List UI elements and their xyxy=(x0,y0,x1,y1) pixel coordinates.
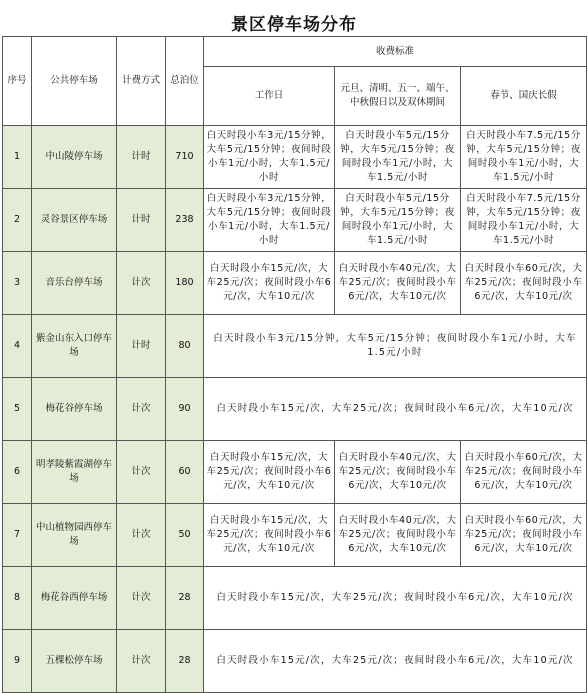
billing-method-cell: 计次 xyxy=(117,378,166,441)
header-no: 序号 xyxy=(3,37,32,126)
page-title: 景区停车场分布 xyxy=(231,15,357,35)
billing-method-cell: 计时 xyxy=(117,126,166,189)
fee-festival-cell: 白天时段小车7.5元/15分钟，大车5元/15分钟；夜间时段小车1元/小时，大车1.5元/小时 xyxy=(461,126,587,189)
parking-name-cell: 明孝陵紫霞湖停车场 xyxy=(32,441,117,504)
header-spaces: 总泊位 xyxy=(166,37,204,126)
fee-holidays-cell: 白天时段小车5元/15分钟，大车5元/15分钟；夜间时段小车1元/小时，大车1.5元/小时 xyxy=(335,126,461,189)
fee-holidays-cell: 白天时段小车5元/15分钟，大车5元/15分钟；夜间时段小车1元/小时，大车1.5元/小时 xyxy=(335,189,461,252)
table-row xyxy=(3,252,587,315)
parking-name-cell: 梅花谷西停车场 xyxy=(32,567,117,630)
total-spaces-cell: 90 xyxy=(166,378,204,441)
fee-festival-cell: 白天时段小车7.5元/15分钟，大车5元/15分钟；夜间时段小车1元/小时，大车1.5元/小时 xyxy=(461,189,587,252)
row-number-cell: 5 xyxy=(3,378,32,441)
fee-workday-cell: 白天时段小车3元/15分钟，大车5元/15分钟；夜间时段小车1元/小时，大车1.5元/小时 xyxy=(204,189,335,252)
fee-all-periods-cell: 白天时段小车3元/15分钟，大车5元/15分钟；夜间时段小车1元/小时，大车1.5元/小时 xyxy=(204,315,587,378)
fee-workday-cell: 白天时段小车15元/次，大车25元/次；夜间时段小车6元/次，大车10元/次 xyxy=(204,441,335,504)
parking-name-cell: 灵谷景区停车场 xyxy=(32,189,117,252)
fee-workday-cell: 白天时段小车3元/15分钟，大车5元/15分钟；夜间时段小车1元/小时，大车1.5元/小时 xyxy=(204,126,335,189)
total-spaces-cell: 180 xyxy=(166,252,204,315)
parking-name-cell: 中山植物园西停车场 xyxy=(32,504,117,567)
parking-name-cell: 紫金山东入口停车场 xyxy=(32,315,117,378)
fee-workday-cell: 白天时段小车15元/次，大车25元/次；夜间时段小车6元/次，大车10元/次 xyxy=(204,252,335,315)
table-row xyxy=(3,315,587,378)
fee-all-periods-cell: 白天时段小车15元/次，大车25元/次；夜间时段小车6元/次，大车10元/次 xyxy=(204,567,587,630)
total-spaces-cell: 710 xyxy=(166,126,204,189)
parking-name-cell: 音乐台停车场 xyxy=(32,252,117,315)
billing-method-cell: 计次 xyxy=(117,504,166,567)
row-number-cell: 7 xyxy=(3,504,32,567)
parking-name-cell: 五棵松停车场 xyxy=(32,630,117,693)
billing-method-cell: 计时 xyxy=(117,315,166,378)
fee-festival-cell: 白天时段小车60元/次，大车25元/次；夜间时段小车6元/次，大车10元/次 xyxy=(461,504,587,567)
row-number-cell: 2 xyxy=(3,189,32,252)
total-spaces-cell: 80 xyxy=(166,315,204,378)
header-workday: 工作日 xyxy=(204,67,335,126)
table-row xyxy=(3,126,587,189)
row-number-cell: 9 xyxy=(3,630,32,693)
row-number-cell: 8 xyxy=(3,567,32,630)
fee-holidays-cell: 白天时段小车40元/次，大车25元/次；夜间时段小车6元/次，大车10元/次 xyxy=(335,441,461,504)
billing-method-cell: 计次 xyxy=(117,441,166,504)
header-fee-standard: 收费标准 xyxy=(204,37,587,67)
total-spaces-cell: 238 xyxy=(166,189,204,252)
table-row xyxy=(3,630,587,693)
fee-workday-cell: 白天时段小车15元/次，大车25元/次；夜间时段小车6元/次，大车10元/次 xyxy=(204,504,335,567)
table-row xyxy=(3,189,587,252)
row-number-cell: 4 xyxy=(3,315,32,378)
billing-method-cell: 计时 xyxy=(117,189,166,252)
table-row xyxy=(3,378,587,441)
table-row xyxy=(3,441,587,504)
row-number-cell: 3 xyxy=(3,252,32,315)
fee-holidays-cell: 白天时段小车40元/次，大车25元/次；夜间时段小车6元/次，大车10元/次 xyxy=(335,504,461,567)
total-spaces-cell: 50 xyxy=(166,504,204,567)
fee-all-periods-cell: 白天时段小车15元/次，大车25元/次；夜间时段小车6元/次，大车10元/次 xyxy=(204,630,587,693)
parking-fee-table xyxy=(2,36,587,693)
billing-method-cell: 计次 xyxy=(117,630,166,693)
fee-festival-cell: 白天时段小车60元/次，大车25元/次；夜间时段小车6元/次，大车10元/次 xyxy=(461,252,587,315)
header-name: 公共停车场 xyxy=(32,37,117,126)
header-method: 计费方式 xyxy=(117,37,166,126)
total-spaces-cell: 28 xyxy=(166,567,204,630)
table-row xyxy=(3,567,587,630)
row-number-cell: 6 xyxy=(3,441,32,504)
total-spaces-cell: 60 xyxy=(166,441,204,504)
billing-method-cell: 计次 xyxy=(117,567,166,630)
fee-all-periods-cell: 白天时段小车15元/次，大车25元/次；夜间时段小车6元/次，大车10元/次 xyxy=(204,378,587,441)
table-row xyxy=(3,504,587,567)
fee-festival-cell: 白天时段小车60元/次，大车25元/次；夜间时段小车6元/次，大车10元/次 xyxy=(461,441,587,504)
header-holidays: 元旦、清明、五一、端午、中秋假日以及双休期间 xyxy=(335,67,461,126)
fee-holidays-cell: 白天时段小车40元/次，大车25元/次；夜间时段小车6元/次，大车10元/次 xyxy=(335,252,461,315)
parking-name-cell: 梅花谷停车场 xyxy=(32,378,117,441)
header-festival: 春节、国庆长假 xyxy=(461,67,587,126)
parking-name-cell: 中山陵停车场 xyxy=(32,126,117,189)
row-number-cell: 1 xyxy=(3,126,32,189)
billing-method-cell: 计次 xyxy=(117,252,166,315)
total-spaces-cell: 28 xyxy=(166,630,204,693)
